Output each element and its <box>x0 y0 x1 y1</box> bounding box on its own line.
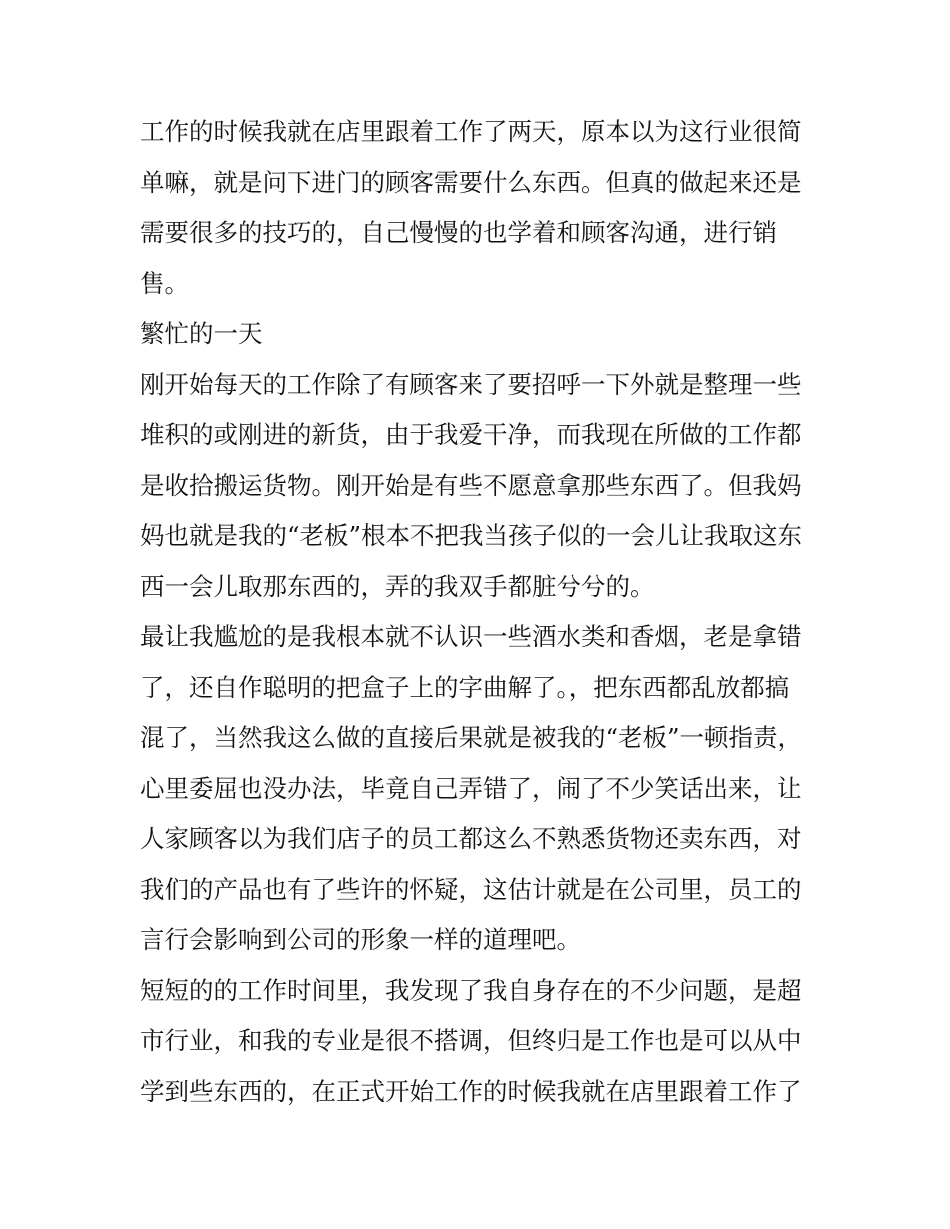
text-line: 人家顾客以为我们店子的员工都这么不熟悉货物还卖东西，对 <box>140 824 802 853</box>
text-line: 是收拾搬运货物。刚开始是有些不愿意拿那些东西了。但我妈 <box>140 470 802 500</box>
text-line: 言行会影响到公司的形象一样的道理吧。 <box>140 925 581 954</box>
text-line: 售。 <box>140 268 189 298</box>
text-line: 刚开始每天的工作除了有顾客来了要招呼一下外就是整理一些 <box>140 369 802 399</box>
text-line: 堆积的或刚进的新货，由于我爱干净，而我现在所做的工作都 <box>140 420 802 449</box>
text-line: 妈也就是我的“老板”根本不把我当孩子似的一会儿让我取这东 <box>140 521 803 550</box>
text-line: 市行业，和我的专业是很不搭调，但终归是工作也是可以从中 <box>140 1026 802 1055</box>
text-line: 学到些东西的，在正式开始工作的时候我就在店里跟着工作了 <box>140 1076 802 1106</box>
text-line: 最让我尴尬的是我根本就不认识一些酒水类和香烟，老是拿错 <box>140 622 802 651</box>
body-text <box>140 107 820 1117</box>
text-line: 混了，当然我这么做的直接后果就是被我的“老板”一顿指责， <box>140 723 803 752</box>
text-line: 单嘛，就是问下进门的顾客需要什么东西。但真的做起来还是 <box>140 167 802 197</box>
text-line: 工作的时候我就在店里跟着工作了两天，原本以为这行业很简 <box>140 117 802 146</box>
text-line: 了，还自作聪明的把盒子上的字曲解了。，把东西都乱放都搞 <box>140 672 790 702</box>
text-line: 我们的产品也有了些许的怀疑，这估计就是在公司里，员工的 <box>140 874 802 904</box>
section-heading: 繁忙的一天 <box>140 319 263 348</box>
text-line: 短短的的工作时间里，我发现了我自身存在的不少问题，是超 <box>140 975 802 1005</box>
text-line: 西一会儿取那东西的，弄的我双手都脏兮兮的。 <box>140 571 655 601</box>
text-line: 心里委屈也没办法，毕竟自己弄错了，闹了不少笑话出来，让 <box>140 773 802 803</box>
text-line: 需要很多的技巧的，自己慢慢的也学着和顾客沟通，进行销 <box>140 218 777 247</box>
